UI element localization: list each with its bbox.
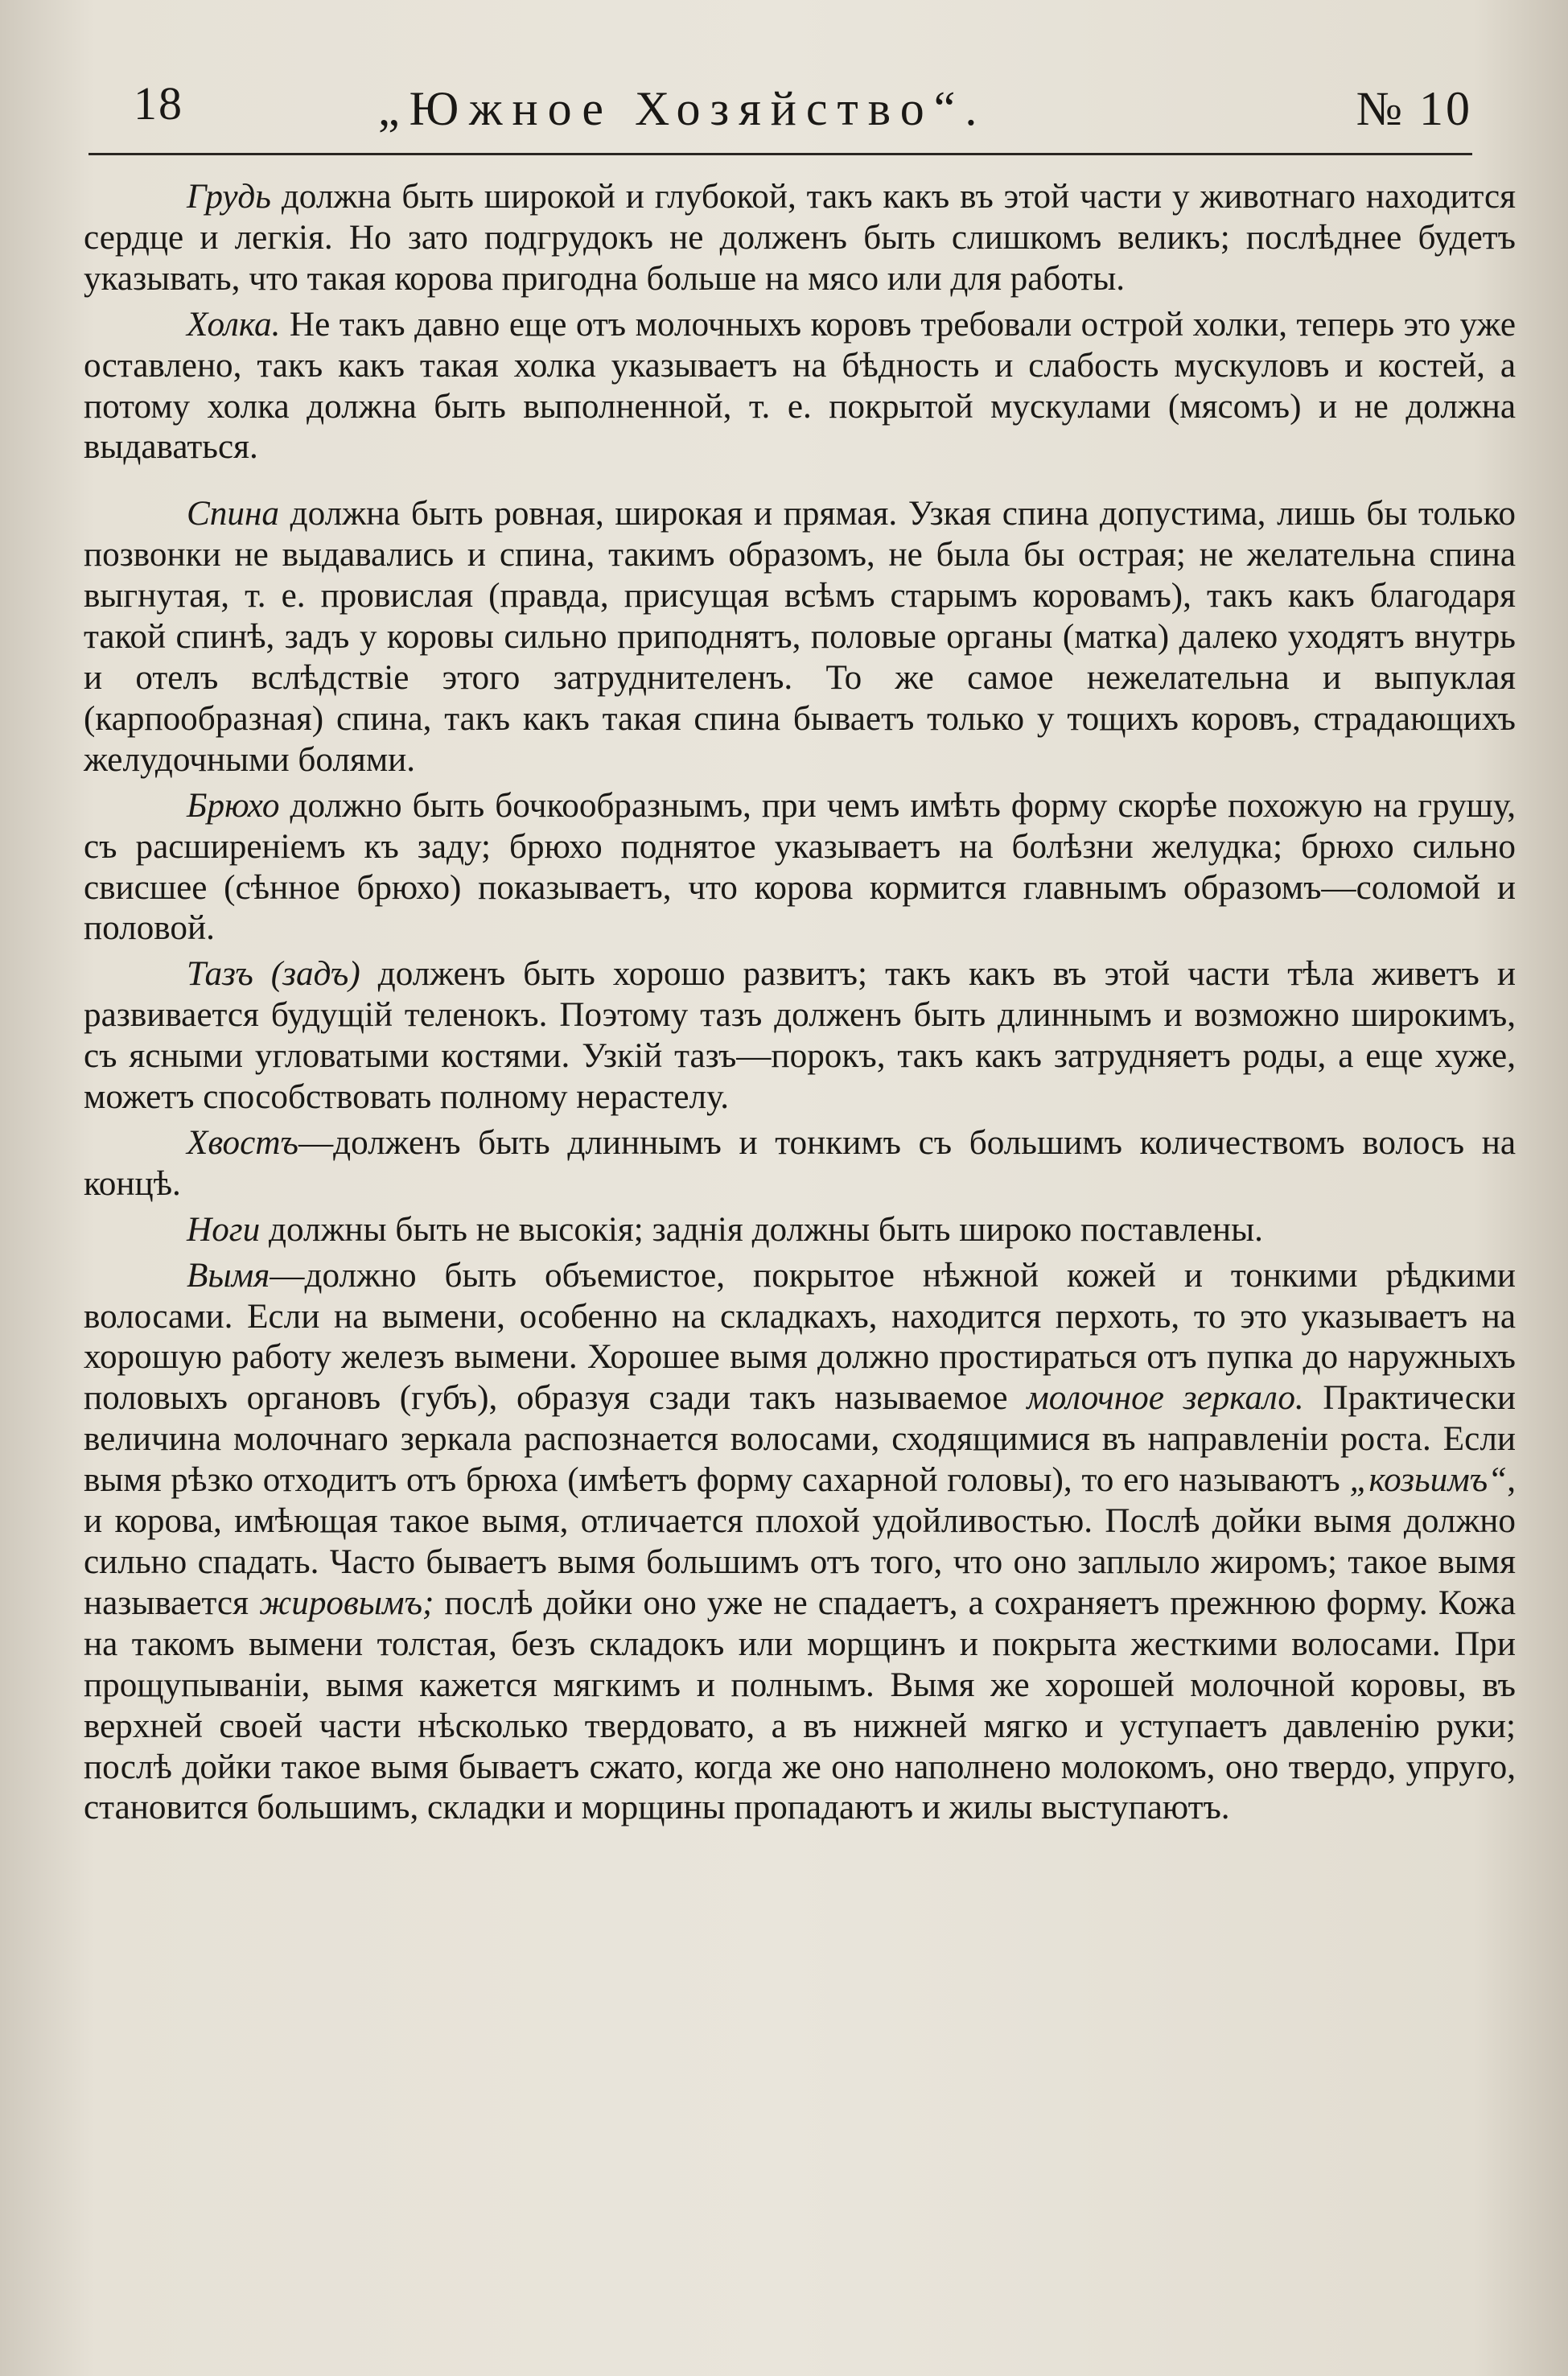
term-spina: Спина [187,495,280,533]
paragraph-text: должна быть ровная, широкая и прямая. Узкая спина допустима, лишь бы только позвонки не выдавались и спина, такимъ образомъ, не была бы острая; не желательна спина выгнутая, т. е. провислая (правда, присущая всѣмъ старымъ коровамъ), такъ какъ благодаря такой спинѣ, задъ у коровы сильно приподнятъ, половые органы (матка) далеко уходятъ внутрь и отелъ вслѣдствіе этого затруднителенъ. То же самое нежелательна и выпуклая (карпообразная) спина, такъ какъ такая спина бываетъ только у тощихъ коровъ, страдающихъ желудочными болями. [84,495,1516,779]
paragraph-text: должна быть широкой и глубокой, такъ какъ въ этой части у животнаго находится сердце и легкія. Но зато подгрудокъ не долженъ быть слишкомъ великъ; послѣднее будетъ указывать, что такая корова пригодна больше на мясо или для работы. [84,178,1516,298]
page-header [88,76,1472,155]
paragraph-grud [84,177,1516,300]
term-khvost: Хвостъ [187,1123,298,1162]
italic-phrase: молочное зеркало. [1027,1379,1304,1418]
term-taz: Тазъ (задъ) [187,955,360,994]
paragraph-text: Не такъ давно еще отъ молочныхъ коровъ требовали острой холки, теперь это уже оставлено, такъ какъ такая холка указываетъ на бѣдность и слабость мускуловъ и костей, а потому холка должна быть выполненной, т. е. покрытой мускулами (мясомъ) и не должна выдаваться. [84,305,1516,467]
paragraph-briukho [84,786,1516,950]
paragraph-text: должно быть бочкообразнымъ, при чемъ имѣть форму скорѣе похожую на грушу, съ расширеніемъ къ заду; брюхо поднятое указываетъ на болѣзни желудка; брюхо сильно свисшее (сѣнное брюхо) показываетъ, что корова кормится главнымъ образомъ—соломой и половой. [84,786,1516,948]
issue-number: № 10 [1356,82,1472,135]
italic-phrase: жировымъ; [259,1583,434,1622]
term-nogi: Ноги [187,1210,261,1249]
paragraph-khvost [84,1123,1516,1205]
paragraph-text: долженъ быть хорошо развитъ; такъ какъ въ этой части тѣла живетъ и развивается будущій теленокъ. Поэтому тазъ долженъ быть длиннымъ и возможно широкимъ, съ ясными угловатыми костями. Узкій тазъ—порокъ, такъ какъ затрудняетъ роды, а еще хуже, можетъ способствовать полному нерастелу. [84,955,1516,1117]
journal-title: „Южное Хозяйство“. [378,82,987,135]
paragraph-text: —долженъ быть длиннымъ и тонкимъ съ большимъ количествомъ волосъ на концѣ. [84,1123,1516,1203]
paragraph-text: , и корова, имѣющая такое вымя, отличается плохой удойливостью. Послѣ дойки вымя должно сильно спадать. Часто бываетъ вымя большимъ отъ того, что оно заплыло жиромъ; такое вымя называется [84,1461,1516,1622]
paragraph-kholka [84,305,1516,469]
paragraph-nogi [84,1210,1516,1251]
term-grud: Грудь [187,178,271,216]
italic-phrase: „козьимъ“ [1349,1461,1508,1500]
paragraph-text: должны быть не высокія; заднія должны быть широко поставлены. [260,1210,1263,1249]
paragraph-text: Практически величина молочнаго зеркала распознается волосами, сходящимися въ направленіи роста. Если вымя рѣзко отходитъ отъ брюха (имѣетъ форму сахарной головы), то его называютъ [84,1379,1516,1500]
term-briukho: Брюхо [187,786,280,825]
paragraph-vymia [84,1256,1516,1830]
term-vymia: Вымя [187,1256,270,1295]
paragraph-text: —должно быть объемистое, покрытое нѣжной кожей и тонкими рѣдкими волосами. Если на вымени, особенно на складкахъ, находится перхоть, то это указываетъ на хорошую работу железъ вымени. Хорошее вымя должно простираться отъ пупка до наружныхъ половыхъ органовъ (губъ), образуя сзади такъ называемое [84,1256,1516,1418]
paragraph-text: послѣ дойки оно уже не спадаетъ, а сохраняетъ прежнюю форму. Кожа на такомъ вымени толстая, безъ складокъ или морщинъ и покрыта жесткими волосами. При прощупываніи, вымя кажется мягкимъ и полнымъ. Вымя же хорошей молочной коровы, въ верхней своей части нѣсколько твердовато, а въ нижней мягко и уступаетъ давленію руки; послѣ дойки такое вымя бываетъ сжато, когда же оно наполнено молокомъ, оно твердо, упруго, становится большимъ, складки и морщины пропадаютъ и жилы выступаютъ. [84,1583,1517,1827]
paragraph-spina [84,494,1516,780]
term-kholka: Холка. [187,305,281,344]
paragraph-taz [84,954,1516,1118]
article-body [84,177,1516,1834]
page-number: 18 [134,77,183,130]
